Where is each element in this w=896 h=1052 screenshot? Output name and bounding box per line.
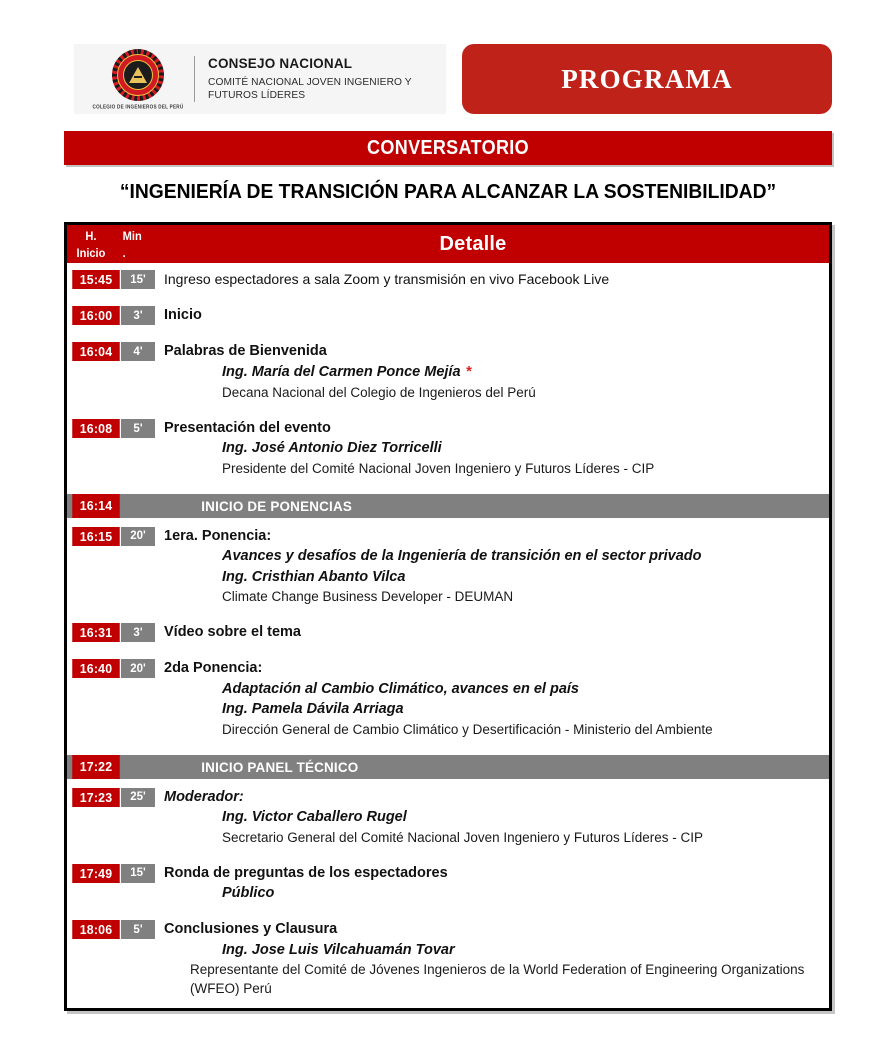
- section-label: INICIO PANEL TÉCNICO: [201, 758, 359, 775]
- programa-label: PROGRAMA: [561, 63, 733, 94]
- start-time-badge: 15:45: [72, 270, 120, 289]
- section-band-row: [67, 755, 829, 779]
- row-content: [159, 920, 829, 998]
- section-label: INICIO DE PONENCIAS: [201, 497, 353, 514]
- speaker-role-text: Climate Change Business Developer - DEUMAN: [222, 589, 514, 605]
- speaker-name-text: Ing. Jose Luis Vilcahuamán Tovar: [222, 941, 455, 958]
- start-time-badge: 16:40: [72, 659, 120, 678]
- duration-badge: 15': [121, 864, 155, 883]
- duration-badge: 20': [121, 527, 155, 546]
- speaker-name: [222, 807, 805, 828]
- start-time-badge: 17:23: [72, 788, 120, 807]
- start-time-badge: 16:08: [72, 419, 120, 438]
- cip-seal-icon: [112, 49, 164, 101]
- table-row: [67, 652, 829, 748]
- row-title: Conclusiones y Clausura: [164, 921, 338, 938]
- program-table: [64, 222, 832, 1011]
- row-content: [159, 659, 829, 738]
- brand-card: [74, 44, 446, 114]
- speaker-name-text: Ing. Pamela Dávila Arriaga: [222, 701, 404, 718]
- duration-badge: 3': [121, 623, 155, 642]
- speaker-name: [222, 546, 805, 567]
- row-content: [159, 342, 829, 402]
- speaker-name-text: Público: [222, 884, 275, 901]
- min-header-line2: .: [122, 245, 126, 260]
- speaker-role-text: Decana Nacional del Colegio de Ingenieros del Perú: [222, 384, 536, 400]
- speaker-role: [222, 459, 805, 478]
- speaker-name: [222, 438, 805, 459]
- row-content: [159, 306, 829, 325]
- row-title: 2da Ponencia:: [164, 660, 263, 677]
- speaker-role: [222, 587, 805, 606]
- speaker-name: [222, 567, 805, 588]
- section-band-row: [67, 494, 829, 518]
- footnote-asterisk: *: [465, 363, 472, 381]
- event-title: “INGENIERÍA DE TRANSICIÓN PARA ALCANZAR LA SOSTENIBILIDAD”: [119, 180, 777, 203]
- time-badges: [67, 494, 159, 518]
- brand-divider: [194, 56, 195, 102]
- speaker-name-text: Avances y desafíos de la Ingeniería de transición en el sector privado: [222, 548, 702, 564]
- row-title: Inicio: [164, 307, 202, 324]
- table-row: [67, 520, 829, 616]
- row-title: Vídeo sobre el tema: [164, 624, 301, 641]
- column-header-minutes: [119, 225, 156, 263]
- start-time-badge: 16:04: [72, 342, 120, 361]
- time-badges: [67, 755, 159, 779]
- speaker-role-text: Dirección General de Cambio Climático y Desertificación - Ministerio del Ambiente: [222, 721, 713, 737]
- row-title: Palabras de Bienvenida: [164, 343, 327, 360]
- speaker-name: [222, 883, 805, 904]
- row-content: [159, 270, 829, 289]
- speaker-name-text: Ing. Victor Caballero Rugel: [222, 809, 407, 825]
- min-header-line1: Min: [122, 229, 142, 243]
- row-title: Ingreso espectadores a sala Zoom y transmisión en vivo Facebook Live: [164, 271, 610, 287]
- table-row: [67, 857, 829, 914]
- duration-badge: 5': [121, 419, 155, 438]
- start-time-badge: 18:06: [72, 920, 120, 939]
- conversatorio-label: CONVERSATORIO: [366, 136, 530, 159]
- speaker-role: [222, 828, 805, 847]
- row-content: [159, 788, 829, 847]
- duration-badge: 3': [121, 306, 155, 325]
- hour-header-line2: Inicio: [76, 245, 106, 260]
- logo-caption: COLEGIO DE INGENIEROS DEL PERÚ: [92, 103, 184, 110]
- programa-badge: [462, 44, 832, 114]
- table-row: [67, 263, 829, 299]
- row-title: Presentación del evento: [164, 420, 331, 437]
- table-row: [67, 412, 829, 488]
- table-row: [67, 616, 829, 652]
- row-content: [159, 527, 829, 606]
- brand-subtitle: COMITÉ NACIONAL JOVEN INGENIERO Y FUTUROS LÍDERES: [208, 76, 412, 101]
- duration-badge: 15': [121, 270, 155, 289]
- row-content: [159, 419, 829, 478]
- speaker-name-text: Ing. José Antonio Diez Torricelli: [222, 440, 442, 457]
- time-badges: [67, 788, 159, 807]
- time-badges: [67, 920, 159, 939]
- duration-badge: 4': [121, 342, 155, 361]
- time-badges: [67, 419, 159, 438]
- time-badges: [67, 527, 159, 546]
- speaker-name-text: Ing. Cristhian Abanto Vilca: [222, 568, 406, 585]
- time-badges: [67, 270, 159, 289]
- start-time-badge: 16:15: [72, 527, 120, 546]
- brand-title: CONSEJO NACIONAL: [208, 55, 353, 71]
- row-content: [159, 623, 829, 642]
- time-badges: [67, 659, 159, 678]
- table-row: [67, 781, 829, 857]
- speaker-name: [222, 940, 805, 961]
- table-row: [67, 913, 829, 1008]
- speaker-name-text: Ing. María del Carmen Ponce Mejía: [222, 364, 461, 381]
- time-badges: [67, 306, 159, 325]
- speaker-name: [222, 699, 805, 720]
- speaker-role: [190, 960, 805, 998]
- duration-badge: 5': [121, 920, 155, 939]
- table-row: [67, 299, 829, 335]
- column-header-hour: [67, 225, 115, 263]
- table-row: [67, 335, 829, 412]
- duration-badge: 25': [121, 788, 155, 807]
- conversatorio-banner: [64, 131, 832, 165]
- speaker-role: [222, 720, 805, 739]
- logo-block: [84, 49, 192, 109]
- start-time-badge: 16:31: [72, 623, 120, 642]
- speaker-role: [222, 383, 805, 402]
- row-content: [159, 864, 829, 904]
- banner-wrap: [0, 114, 896, 165]
- table-body: [67, 263, 829, 1008]
- start-time-badge: 17:49: [72, 864, 120, 883]
- brand-text: [208, 56, 432, 102]
- time-badges: [67, 864, 159, 883]
- row-title: 1era. Ponencia:: [164, 527, 272, 544]
- time-badges: [67, 623, 159, 642]
- speaker-role-text: Presidente del Comité Nacional Joven Ingeniero y Futuros Líderes - CIP: [222, 460, 655, 476]
- duration-badge: 20': [121, 659, 155, 678]
- section-time-badge: 17:22: [72, 755, 120, 779]
- page-header: [0, 0, 896, 114]
- section-time-badge: 16:14: [72, 494, 120, 518]
- row-title: Ronda de preguntas de los espectadores: [164, 864, 448, 881]
- column-header-detail: Detalle: [439, 232, 507, 255]
- speaker-name: [222, 679, 805, 700]
- table-header-row: [67, 225, 829, 263]
- hour-header-line1: H.: [85, 229, 97, 243]
- speaker-role-text: Secretario General del Comité Nacional Joven Ingeniero y Futuros Líderes - CIP: [222, 829, 703, 845]
- speaker-name: [222, 361, 805, 383]
- time-badges: [67, 342, 159, 361]
- row-title: Moderador:: [164, 788, 244, 805]
- start-time-badge: 16:00: [72, 306, 120, 325]
- speaker-name-text: Adaptación al Cambio Climático, avances en el país: [222, 680, 579, 697]
- speaker-role-text: Representante del Comité de Jóvenes Ingenieros de la World Federation of Engineering Organizations (WFEO) Perú: [190, 962, 805, 997]
